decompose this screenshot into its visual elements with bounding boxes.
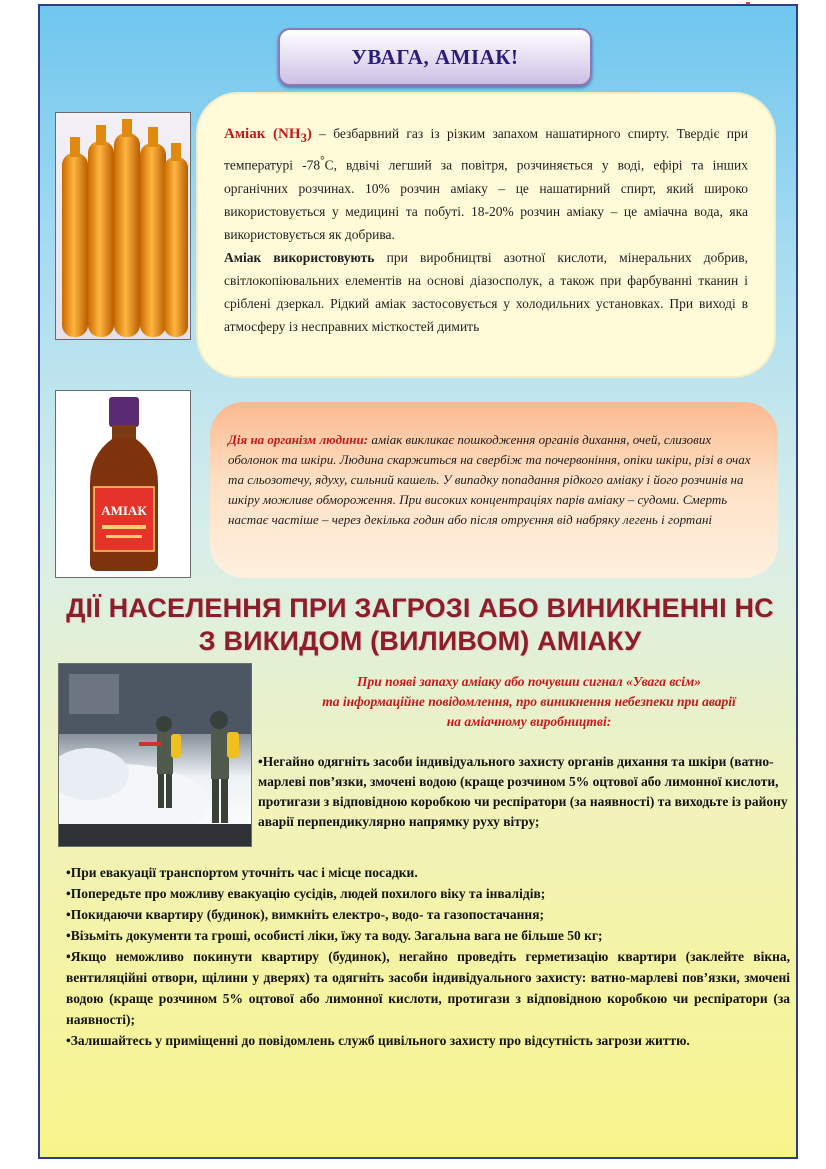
rescuers-photo: [58, 663, 252, 847]
list-item: •Попередьте про можливу евакуацію сусідів, людей похилого віку та інвалідів;: [66, 886, 546, 901]
intro-line3: на аміачному виробництві:: [446, 714, 612, 729]
intro-line2: та інформаційне повідомлення, про виникнення небезпеки при аварії: [322, 694, 736, 709]
ammonia-bottle-icon: [56, 391, 191, 578]
nh3-suffix: ): [306, 126, 312, 142]
ammonia-usage-label: Аміак використовують: [224, 249, 375, 265]
nh3-subscript: 3: [300, 131, 307, 145]
main-title-line1: ДІЇ НАСЕЛЕННЯ ПРИ ЗАГРОЗІ АБО ВИНИКНЕННІ НС: [66, 593, 774, 623]
ammonia-usage: [224, 246, 748, 338]
list-item: •Візьміть документи та гроші, особисті ліки, їжу та воду. Загальна вага не більше 50 кг;: [66, 928, 603, 943]
poster: [38, 4, 798, 1159]
gas-cylinders-photo: [55, 112, 191, 340]
list-item: •Залишайтесь у приміщенні до повідомлень служб цивільного захисту про відсутність загрози життю.: [66, 1033, 690, 1048]
health-effect-card: [210, 402, 778, 578]
health-effect-body: аміак викликає пошкодження органів дихання, очей, слизових оболонок та шкіри. Людина скаржиться на свербіж та почервоніння, опіки шкіри, різі в очах та сльозотечу, ядуху, сильний кашель. У випадку попадання рідкого аміаку і його розчинів на шкіру можливе обмороження. При високих концентраціях парів аміаку – судоми. Смерть настає частіше – через декілька годин або після отруєння від набряку легень і гортані: [228, 432, 751, 527]
degree-sign: °: [320, 155, 325, 167]
ammonia-text-a: – безбарвний газ із різким запахом нашатирного спирту. Твердіє при температурі -78: [224, 126, 748, 173]
ammonia-bottle-photo: [55, 390, 191, 578]
bottle-label-text: АМІАК: [101, 503, 147, 518]
ammonia-info-card: [198, 94, 774, 376]
main-title: [40, 592, 798, 658]
main-title-line2: З ВИКИДОМ (ВИЛИВОМ) АМІАКУ: [198, 626, 642, 656]
intro-line1: При появі запаху аміаку або почувши сигнал «Увага всім»: [357, 674, 701, 689]
title-banner: [278, 28, 592, 86]
list-item: •При евакуації транспортом уточніть час і місце посадки.: [66, 865, 418, 880]
list-item: •Якщо неможливо покинути квартиру (будинок), негайно проведіть герметизацію квартири (заклейте вікна, вентиляційні отвори, щілини у дверях) та одягніть засоби індивідуального захисту: ватно-марлеві пов’язки, змочені водою (краще розчином 5% оцтової або лимонної кислоти, протигази з відповідною коробкою чи респіратори (за наявності);: [66, 949, 790, 1027]
banner-title: УВАГА, АМІАК!: [351, 44, 519, 69]
bullet-protection: •Негайно одягніть засоби індивідуального захисту органів дихання та шкіри (ватно-марлеві пов’язки, змочені водою (краще розчином 5% оцтової або лимонної кислоти, протигази з відповідною коробкою чи респіратори (за наявності) та виходьте із району аварії перпендикулярно напрямку руху вітру;: [258, 754, 788, 829]
list-item: •Покидаючи квартиру (будинок), вимкніть електро-, водо- та газопостачання;: [66, 907, 544, 922]
health-effect-label: Дія на організм людини:: [228, 432, 369, 447]
ammonia-text-b: С, вдвічі легший за повітря, розчиняється у воді, ефірі та інших органічних розчинах. 10% розчин аміаку – це нашатирний спирт, який широко використовується у медицині та побуті. 18-20% розчин аміаку – це аміачна вода, яка використовується як добрива.: [224, 157, 748, 242]
instructions-list: [66, 862, 790, 1051]
rescuers-icon: [59, 664, 252, 847]
nh3-label: Аміак (NH: [224, 126, 301, 142]
gas-cylinders-icon: [56, 113, 191, 340]
ammonia-description: [224, 122, 748, 246]
ammonia-usage-text: при виробництві азотної кислоти, мінеральних добрив, світлокопіювальних елементів на основі діазосполук, а також при фарбуванні тканин і сріблені дзеркал. Рідкий аміак застосовується у холодильних установках. При виході в атмосферу із несправних місткостей димить: [224, 249, 748, 334]
intro-warning: [268, 672, 790, 732]
health-effect-text: [228, 430, 758, 530]
